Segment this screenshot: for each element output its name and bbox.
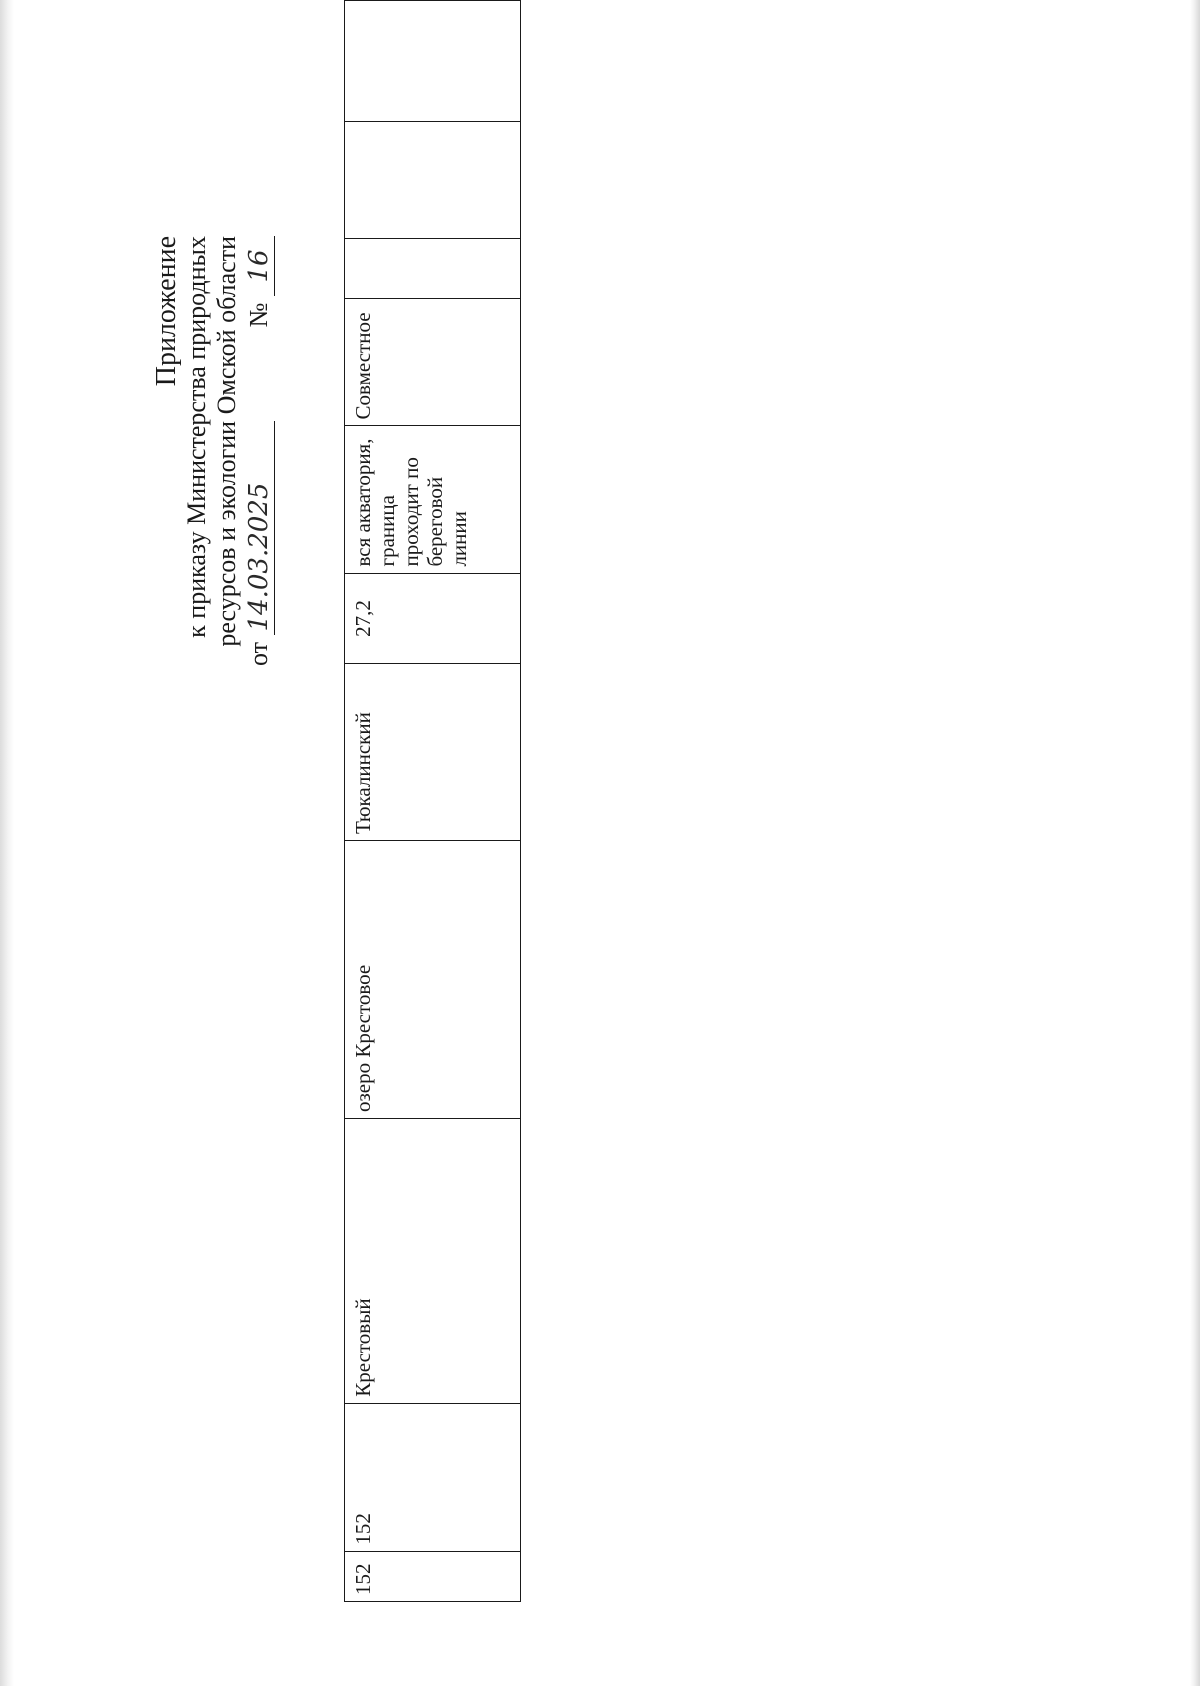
number-field: [244, 236, 275, 327]
table-cell-boundary: вся акватория, граница проходит по береговой линии: [345, 426, 521, 573]
table-cell-name: Крестовый: [345, 1119, 521, 1404]
table-cell-empty-2: [345, 121, 521, 239]
date-prefix: от: [244, 641, 273, 666]
table-row: [345, 1, 521, 1602]
appendix-title: Приложение: [151, 236, 182, 387]
table-cell-empty-1: [345, 239, 521, 298]
handwritten-number: 16: [244, 236, 275, 296]
ministry-line: ресурсов и экологии Омской области: [212, 236, 241, 647]
document-header: [152, 236, 275, 666]
table-cell-empty-3: [345, 1, 521, 122]
table-cell-water-body: озеро Крестовое: [345, 840, 521, 1118]
date-number-row: [244, 236, 275, 666]
table-cell-area: 27,2: [345, 573, 521, 664]
date-field: [244, 421, 275, 666]
fishing-area-table: [344, 0, 521, 1602]
table-cell-district: Тюкалинский: [345, 664, 521, 841]
number-prefix: №: [244, 302, 273, 328]
table-cell-usage-type: Совместное: [345, 298, 521, 426]
order-reference-line: к приказу Министерства природных: [182, 236, 211, 638]
table-cell-index: 152: [345, 1551, 521, 1601]
handwritten-date: 14.03.2025: [244, 421, 275, 635]
table-cell-number: 152: [345, 1403, 521, 1551]
